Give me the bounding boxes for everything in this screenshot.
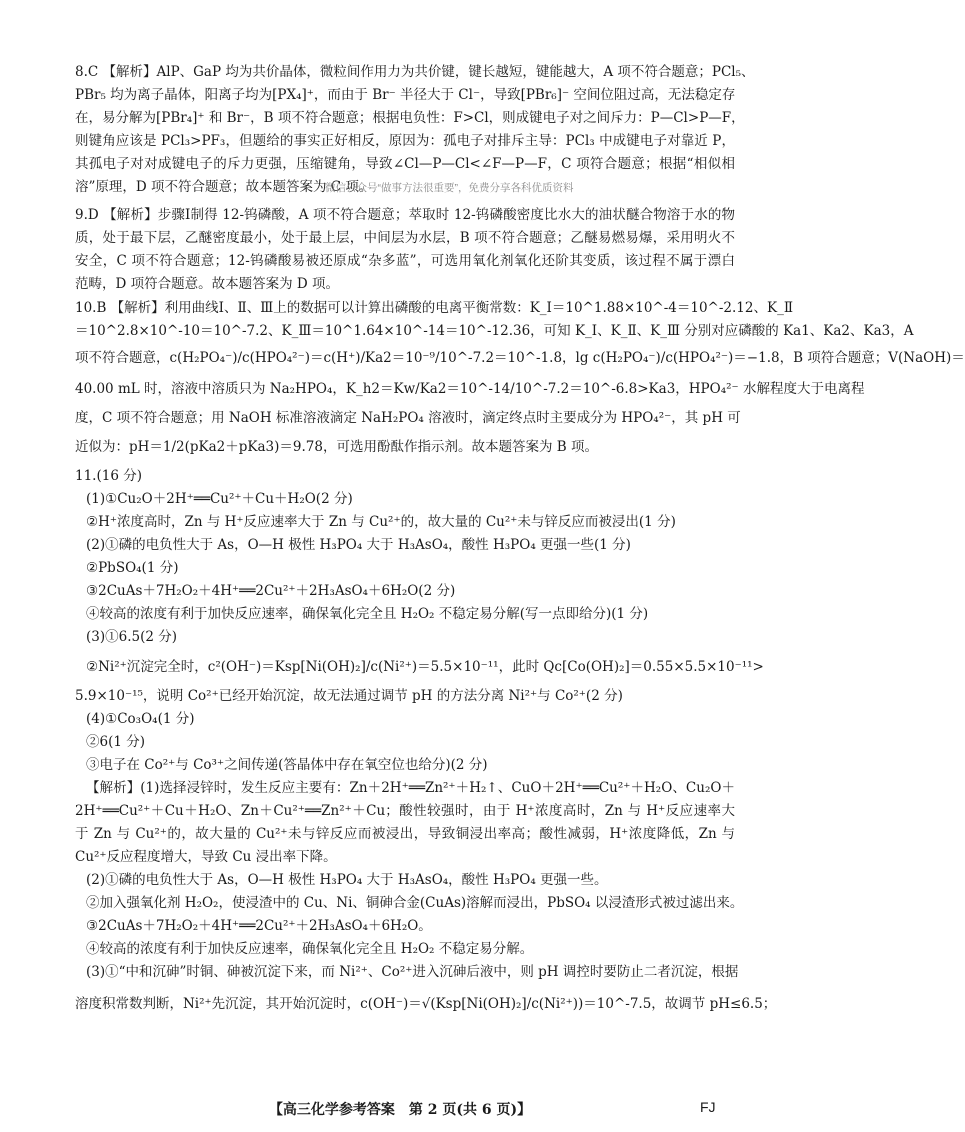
text-line: (4)①Co₃O₄(1 分) [86, 711, 195, 727]
text-line: 则键角应该是 PCl₃>PF₃，但题给的事实正好相反，原因为：孤电子对排斥主导：PCl₃ 中成键电子对靠近 P， [75, 133, 735, 149]
text-line: 其孤电子对对成键电子的斥力更强，压缩键角，导致∠Cl—P—Cl<∠F—P—F，C 项符合题意；根据“相似相 [75, 156, 735, 172]
text-line: ③2CuAs＋7H₂O₂＋4H⁺══2Cu²⁺＋2H₃AsO₄＋6H₂O。 [86, 918, 432, 934]
text-line: (2)①磷的电负性大于 As，O—H 极性 H₃PO₄ 大于 H₃AsO₄，酸性 H₃PO₄ 更强一些。 [86, 872, 608, 888]
text-line: 溶度积常数判断，Ni²⁺先沉淀，其开始沉淀时，c(OH⁻)＝√(Ksp[Ni(OH)₂]/c(Ni²⁺))＝10^-7.5，故调节 pH≤6.5； [75, 996, 777, 1012]
watermark: 微信公众号“做事方法很重要”，免费分享各科优质资料 [325, 182, 574, 194]
text-line: ③电子在 Co²⁺与 Co³⁺之间传递(答晶体中存在氧空位也给分)(2 分) [86, 757, 488, 773]
footer-code: FJ [700, 1099, 716, 1115]
text-line: Cu²⁺反应程度增大，导致 Cu 浸出率下降。 [75, 849, 337, 865]
text-line: 【解析】(1)选择浸锌时，发生反应主要有：Zn＋2H⁺══Zn²⁺＋H₂↑、CuO＋2H⁺══Cu²⁺＋H₂O、Cu₂O＋ [86, 780, 735, 796]
text-line: 9.D 【解析】步骤Ⅰ制得 12-钨磷酸，A 项不符合题意；萃取时 12-钨磷酸密度比水大的油状醚合物溶于水的物 [75, 207, 735, 223]
text-line: 10.B 【解析】利用曲线Ⅰ、Ⅱ、Ⅲ上的数据可以计算出磷酸的电离平衡常数：K_Ⅰ＝10^1.88×10^-4＝10^-2.12、K_Ⅱ [75, 300, 793, 316]
text-line: ②H⁺浓度高时，Zn 与 H⁺反应速率大于 Zn 与 Cu²⁺的，故大量的 Cu²⁺未与锌反应而被浸出(1 分) [86, 514, 676, 530]
text-line: ②PbSO₄(1 分) [86, 560, 179, 576]
text-line: (3)①6.5(2 分) [86, 629, 178, 645]
text-line: ②加入强氧化剂 H₂O₂，使浸渣中的 Cu、Ni、铜砷合金(CuAs)溶解而浸出，PbSO₄ 以浸渣形式被过滤出来。 [86, 895, 744, 911]
text-line: ③2CuAs＋7H₂O₂＋4H⁺══2Cu²⁺＋2H₃AsO₄＋6H₂O(2 分) [86, 583, 456, 599]
page-footer: 【高三化学参考答案 第 2 页(共 6 页)】 [268, 1102, 532, 1118]
question-header: 11.(16 分) [75, 468, 142, 484]
text-line: 2H⁺══Cu²⁺＋Cu＋H₂O、Zn＋Cu²⁺══Zn²⁺＋Cu；酸性较强时，由于 H⁺浓度高时，Zn 与 H⁺反应速率大 [75, 803, 735, 819]
text-line: ＝10^2.8×10^-10＝10^-7.2、K_Ⅲ＝10^1.64×10^-14＝10^-12.36，可知 K_Ⅰ、K_Ⅱ、K_Ⅲ 分别对应磷酸的 Ka1、Ka2、Ka3，A [75, 323, 914, 339]
text-line: (1)①Cu₂O＋2H⁺══Cu²⁺＋Cu＋H₂O(2 分) [86, 491, 353, 507]
text-line: 范畴，D 项符合题意。故本题答案为 D 项。 [75, 276, 340, 292]
text-line: 项不符合题意，c(H₂PO₄⁻)/c(HPO₄²⁻)＝c(H⁺)/Ka2＝10⁻⁹/10^-7.2＝10^-1.8，lg c(H₂PO₄⁻)/c(HPO₄²⁻)＝−1.8，B 项符合题意；V(NaOH)＝ [75, 350, 965, 366]
text-line: 质，处于最下层，乙醚密度最小，处于最上层，中间层为水层，B 项不符合题意；乙醚易燃易爆，采用明火不 [75, 230, 735, 246]
text-line: ②6(1 分) [86, 734, 146, 750]
text-line: 近似为：pH＝1/2(pKa2＋pKa3)＝9.78，可选用酚酞作指示剂。故本题答案为 B 项。 [75, 439, 598, 455]
text-line: 于 Zn 与 Cu²⁺的，故大量的 Cu²⁺未与锌反应而被浸出，导致铜浸出率高；酸性减弱，H⁺浓度降低，Zn 与 [75, 826, 735, 842]
text-line: 8.C 【解析】AlP、GaP 均为共价晶体，微粒间作用力为共价键，键长越短，键能越大，A 项不符合题意；PCl₅、 [75, 64, 755, 80]
text-line: 5.9×10⁻¹⁵，说明 Co²⁺已经开始沉淀，故无法通过调节 pH 的方法分离 Ni²⁺与 Co²⁺(2 分) [75, 688, 623, 704]
text-line: 溶”原理，D 项不符合题意；故本题答案为 C 项。 [75, 179, 373, 195]
text-line: (3)①“中和沉砷”时铜、砷被沉淀下来，而 Ni²⁺、Co²⁺进入沉砷后液中，则 pH 调控时要防止二者沉淀，根据 [86, 964, 739, 980]
text-line: 40.00 mL 时，溶液中溶质只为 Na₂HPO₄，K_h2＝Kw/Ka2＝10^-14/10^-7.2＝10^-6.8>Ka3，HPO₄²⁻ 水解程度大于电离程 [75, 381, 865, 397]
text-line: PBr₅ 均为离子晶体，阳离子均为[PX₄]⁺，而由于 Br⁻ 半径大于 Cl⁻，导致[PBr₆]⁻ 空间位阻过高，无法稳定存 [75, 87, 736, 103]
text-line: ②Ni²⁺沉淀完全时，c²(OH⁻)＝Ksp[Ni(OH)₂]/c(Ni²⁺)＝5.5×10⁻¹¹，此时 Qc[Co(OH)₂]＝0.55×5.5×10⁻¹¹> [86, 659, 764, 675]
text-line: 安全，C 项不符合题意；12-钨磷酸易被还原成“杂多蓝”，可选用氧化剂氧化还阶其变质，该过程不属于漂白 [75, 253, 735, 269]
text-line: 度，C 项不符合题意；用 NaOH 标准溶液滴定 NaH₂PO₄ 溶液时，滴定终点时主要成分为 HPO₄²⁻，其 pH 可 [75, 410, 741, 426]
text-line: ④较高的浓度有利于加快反应速率，确保氧化完全且 H₂O₂ 不稳定易分解。 [86, 941, 534, 957]
text-line: ④较高的浓度有利于加快反应速率，确保氧化完全且 H₂O₂ 不稳定易分解(写一点即给分)(1 分) [86, 606, 649, 622]
text-line: (2)①磷的电负性大于 As，O—H 极性 H₃PO₄ 大于 H₃AsO₄，酸性 H₃PO₄ 更强一些(1 分) [86, 537, 631, 553]
text-line: 在，易分解为[PBr₄]⁺ 和 Br⁻，B 项不符合题意；根据电负性：F>Cl，则成键电子对之间斥力：P—Cl>P—F， [75, 110, 745, 126]
